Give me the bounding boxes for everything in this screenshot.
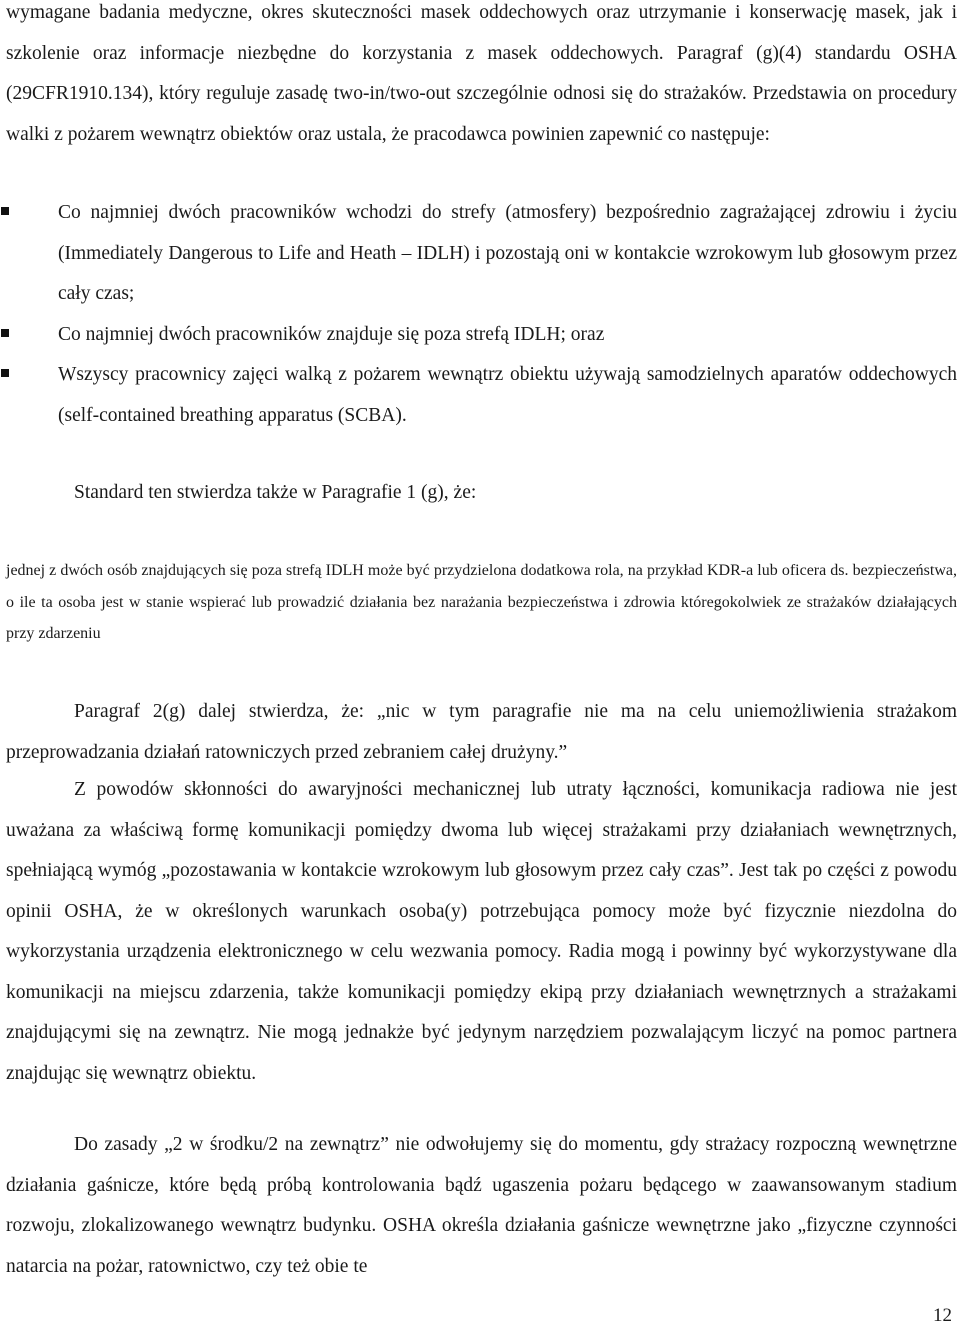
page-number: 12 [933, 1305, 952, 1326]
list-item-text: Co najmniej dwóch pracowników znajduje się poza strefą IDLH; oraz [58, 323, 605, 345]
intro-paragraph: wymagane badania medyczne, okres skuteczności masek oddechowych oraz utrzymanie i konserwację masek, jak i szkolenie oraz informacje niezbędne do korzystania z masek oddechowych. Paragraf (g)(4) standardu OSHA (29CFR1910.134), który reguluje zasadę two-in/two-out szczególnie odnosi się do strażaków. Przedstawia on procedury walki z pożarem wewnątrz obiektów oraz ustala, że pracodawca powinien zapewnić co następuje: [6, 2, 957, 145]
quoted-rule: jednej z dwóch osób znajdujących się poza strefą IDLH może być przydzielona dodatkowa rola, na przykład KDR-a lub oficera ds. bezpieczeństwa, o ile ta osoba jest w stanie wspierać lub prowadzić działania bez narażania bezpieczeństwa i zdrowia któregokolwiek ze strażaków działających przy zdarzeniu [6, 562, 957, 642]
paragraph-2g: Paragraf 2(g) dalej stwierdza, że: „nic w tym paragrafie nie ma na celu uniemożliwienia strażakom przeprowadzania działań ratowniczych przed zebraniem całej drużyny.” [6, 701, 957, 763]
requirements-list [0, 193, 957, 436]
standard-paragraph: Standard ten stwierdza także w Paragrafie 1 (g), że: [74, 482, 477, 503]
square-bullet-icon [1, 369, 9, 377]
square-bullet-icon [1, 329, 9, 337]
list-item-text: Co najmniej dwóch pracowników wchodzi do strefy (atmosfery) bezpośrednio zagrażającej zdrowiu i życiu (Immediately Dangerous to Life and Heath – IDLH) i pozostają oni w kontakcie wzrokowym lub głosowym przez cały czas; [58, 202, 957, 304]
square-bullet-icon [1, 207, 9, 215]
two-in-two-out-paragraph: Do zasady „2 w środku/2 na zewnątrz” nie odwołujemy się do momentu, gdy strażacy rozpoczną wewnętrzne działania gaśnicze, które będą próbą kontrolowania bądź ugaszenia pożaru będącego w zaawansowanym stadium rozwoju, zlokalizowanego wewnątrz budynku. OSHA określa działania gaśnicze wewnętrzne jako „fizyczne czynności natarcia na pożar, ratownictwo, czy też obie te [6, 1134, 957, 1277]
list-item [0, 193, 957, 315]
list-item [0, 315, 957, 356]
list-item-text: Wszyscy pracownicy zajęci walką z pożarem wewnątrz obiektu używają samodzielnych aparatów oddechowych (self-contained breathing apparatus (SCBA). [58, 364, 957, 426]
radio-paragraph: Z powodów skłonności do awaryjności mechanicznej lub utraty łączności, komunikacja radiowa nie jest uważana za właściwą formę komunikacji pomiędzy dwoma lub więcej strażakami przy działaniach wewnętrznych, spełniającą wymóg „pozostawania w kontakcie wzrokowym lub głosowym przez cały czas”. Jest tak po części z powodu opinii OSHA, że w określonych warunkach osoba(y) potrzebująca pomocy może być fizycznie niezdolna do wykorzystania urządzenia elektronicznego w celu wezwania pomocy. Radia mogą i powinny być wykorzystywane dla komunikacji na miejscu zdarzenia, także komunikacji pomiędzy ekipą przy działaniach wewnętrznych a strażakami znajdującymi się na zewnątrz. Nie mogą jednakże być jedynym narzędziem pozwalającym liczyć na pomoc partnera znajdując się wewnątrz obiektu. [6, 779, 957, 1084]
list-item [0, 355, 957, 436]
